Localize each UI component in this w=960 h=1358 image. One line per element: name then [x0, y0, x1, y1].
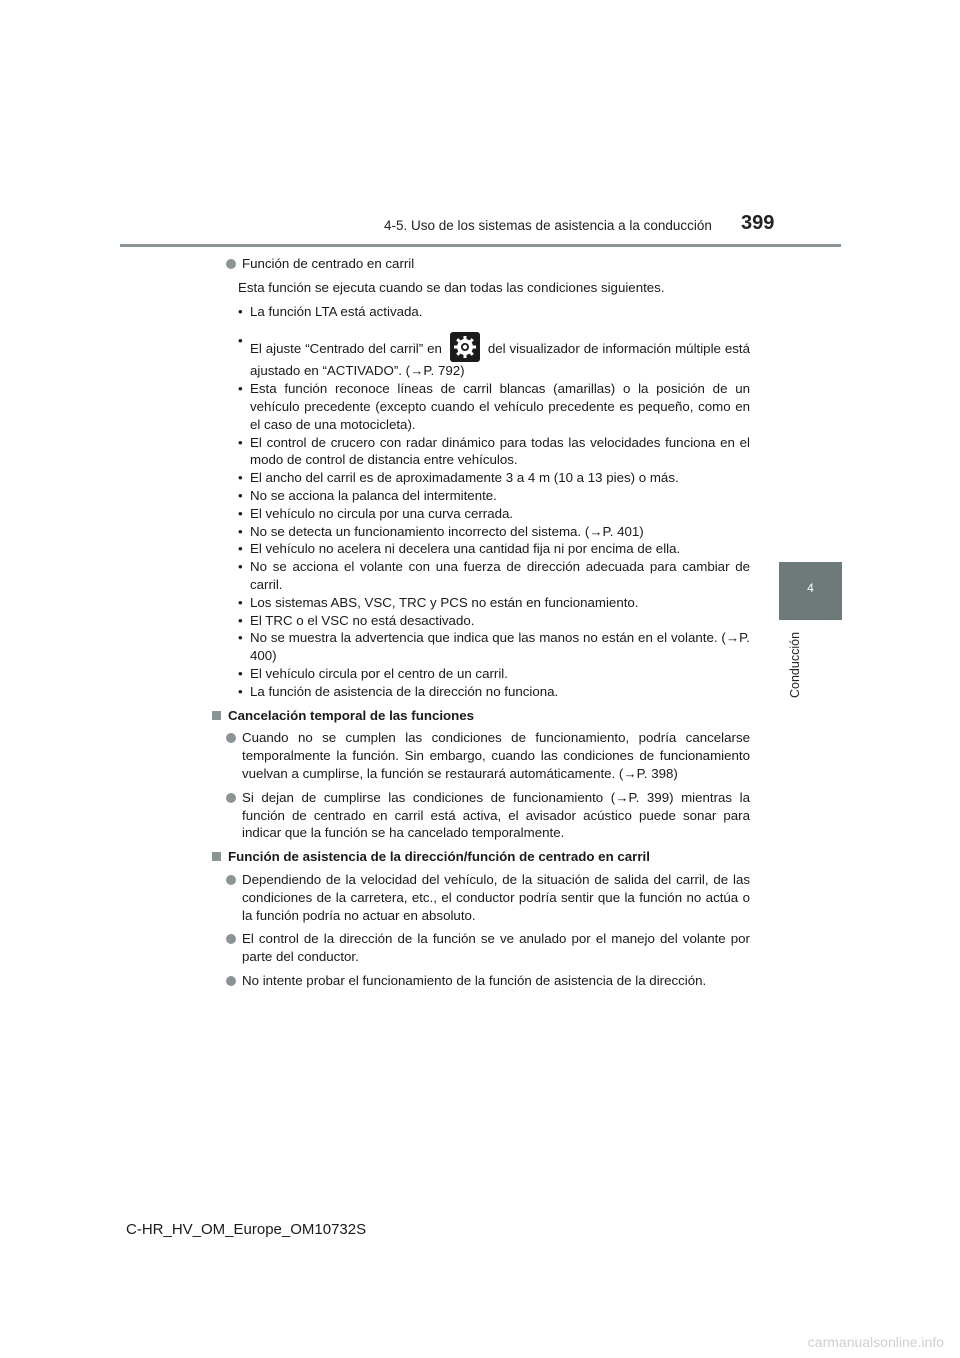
chapter-label: Conducción [788, 631, 802, 698]
bullet-dot-icon [226, 934, 236, 944]
list-item: • Esta función reconoce líneas de carril blancas (amarillas) o la posición de un vehículo precedente (excepto cuando el vehículo precedente es pequeño, como en el caso de una motocicleta). [238, 380, 750, 433]
list-item: • El vehículo no circula por una curva cerrada. [238, 505, 750, 523]
centering-conditions-list [238, 303, 750, 701]
bullet-dot-icon [226, 259, 236, 269]
chapter-tab-number: 4 [807, 581, 814, 595]
list-item: • Los sistemas ABS, VSC, TRC y PCS no están en funcionamiento. [238, 594, 750, 612]
section-heading-assist: Función de asistencia de la dirección/función de centrado en carril [210, 848, 750, 866]
list-item: • No se acciona la palanca del intermitente. [238, 487, 750, 505]
list-item: • El vehículo circula por el centro de un carril. [238, 665, 750, 683]
square-bullet-icon [212, 711, 221, 720]
header-rule [120, 244, 841, 247]
bullet-dot-icon [226, 793, 236, 803]
page-number: 399 [741, 212, 775, 234]
list-item: • El ancho del carril es de aproximadamente 3 a 4 m (10 a 13 pies) o más. [238, 469, 750, 487]
section-heading-cancel: Cancelación temporal de las funciones [210, 707, 750, 725]
bullet-item: Si dejan de cumplirse las condiciones de funcionamiento (→P. 399) mientras la función de centrado en carril está activa, el avisador acústico puede sonar para indicar que la función se ha cancelado temporalmente. [210, 789, 750, 842]
bullet-centering-title: Función de centrado en carril [210, 255, 750, 273]
bullet-item: No intente probar el funcionamiento de la función de asistencia de la dirección. [210, 972, 750, 990]
list-item: • El vehículo no acelera ni decelera una cantidad fija ni por encima de ella. [238, 540, 750, 558]
watermark: carmanualsonline.info [807, 1334, 944, 1350]
centering-intro: Esta función se ejecuta cuando se dan todas las condiciones siguientes. [238, 279, 665, 295]
list-item: • El ajuste “Centrado del carril” en del visualizador de información múltiple está ajustado en “ACTIVADO”. (→P. 792) [238, 332, 750, 380]
list-item: • La función LTA está activada. [238, 303, 750, 321]
settings-gear-icon [450, 332, 480, 362]
header-section-title: 4-5. Uso de los sistemas de asistencia a la conducción [384, 218, 712, 233]
list-item: • No se muestra la advertencia que indica que las manos no están en el volante. (→P. 400) [238, 629, 750, 665]
bullet-dot-icon [226, 976, 236, 986]
bullet-dot-icon [226, 733, 236, 743]
list-item: • El control de crucero con radar dinámico para todas las velocidades funciona en el modo de control de distancia entre vehículos. [238, 434, 750, 470]
bullet-item: Dependiendo de la velocidad del vehículo, de la situación de salida del carril, de las condiciones de la carretera, etc., el conductor podría sentir que la función no actúa o la función podría no actuar en absoluto. [210, 871, 750, 924]
list-item: • La función de asistencia de la dirección no funciona. [238, 683, 750, 701]
bullet-dot-icon [226, 875, 236, 885]
bullet-item: El control de la dirección de la función se ve anulado por el manejo del volante por parte del conductor. [210, 930, 750, 966]
square-bullet-icon [212, 852, 221, 861]
footer-doc-id: C-HR_HV_OM_Europe_OM10732S [126, 1221, 367, 1238]
chapter-tab [779, 562, 842, 620]
bullet-item: Cuando no se cumplen las condiciones de funcionamiento, podría cancelarse temporalmente la función. Sin embargo, cuando las condiciones de funcionamiento vuelvan a cumplirse, la función se restaurará automáticamente. (→P. 398) [210, 729, 750, 782]
page-content [210, 255, 750, 996]
list-item: • El TRC o el VSC no está desactivado. [238, 612, 750, 630]
list-item: • No se acciona el volante con una fuerza de dirección adecuada para cambiar de carril. [238, 558, 750, 594]
list-item: • No se detecta un funcionamiento incorrecto del sistema. (→P. 401) [238, 523, 750, 541]
